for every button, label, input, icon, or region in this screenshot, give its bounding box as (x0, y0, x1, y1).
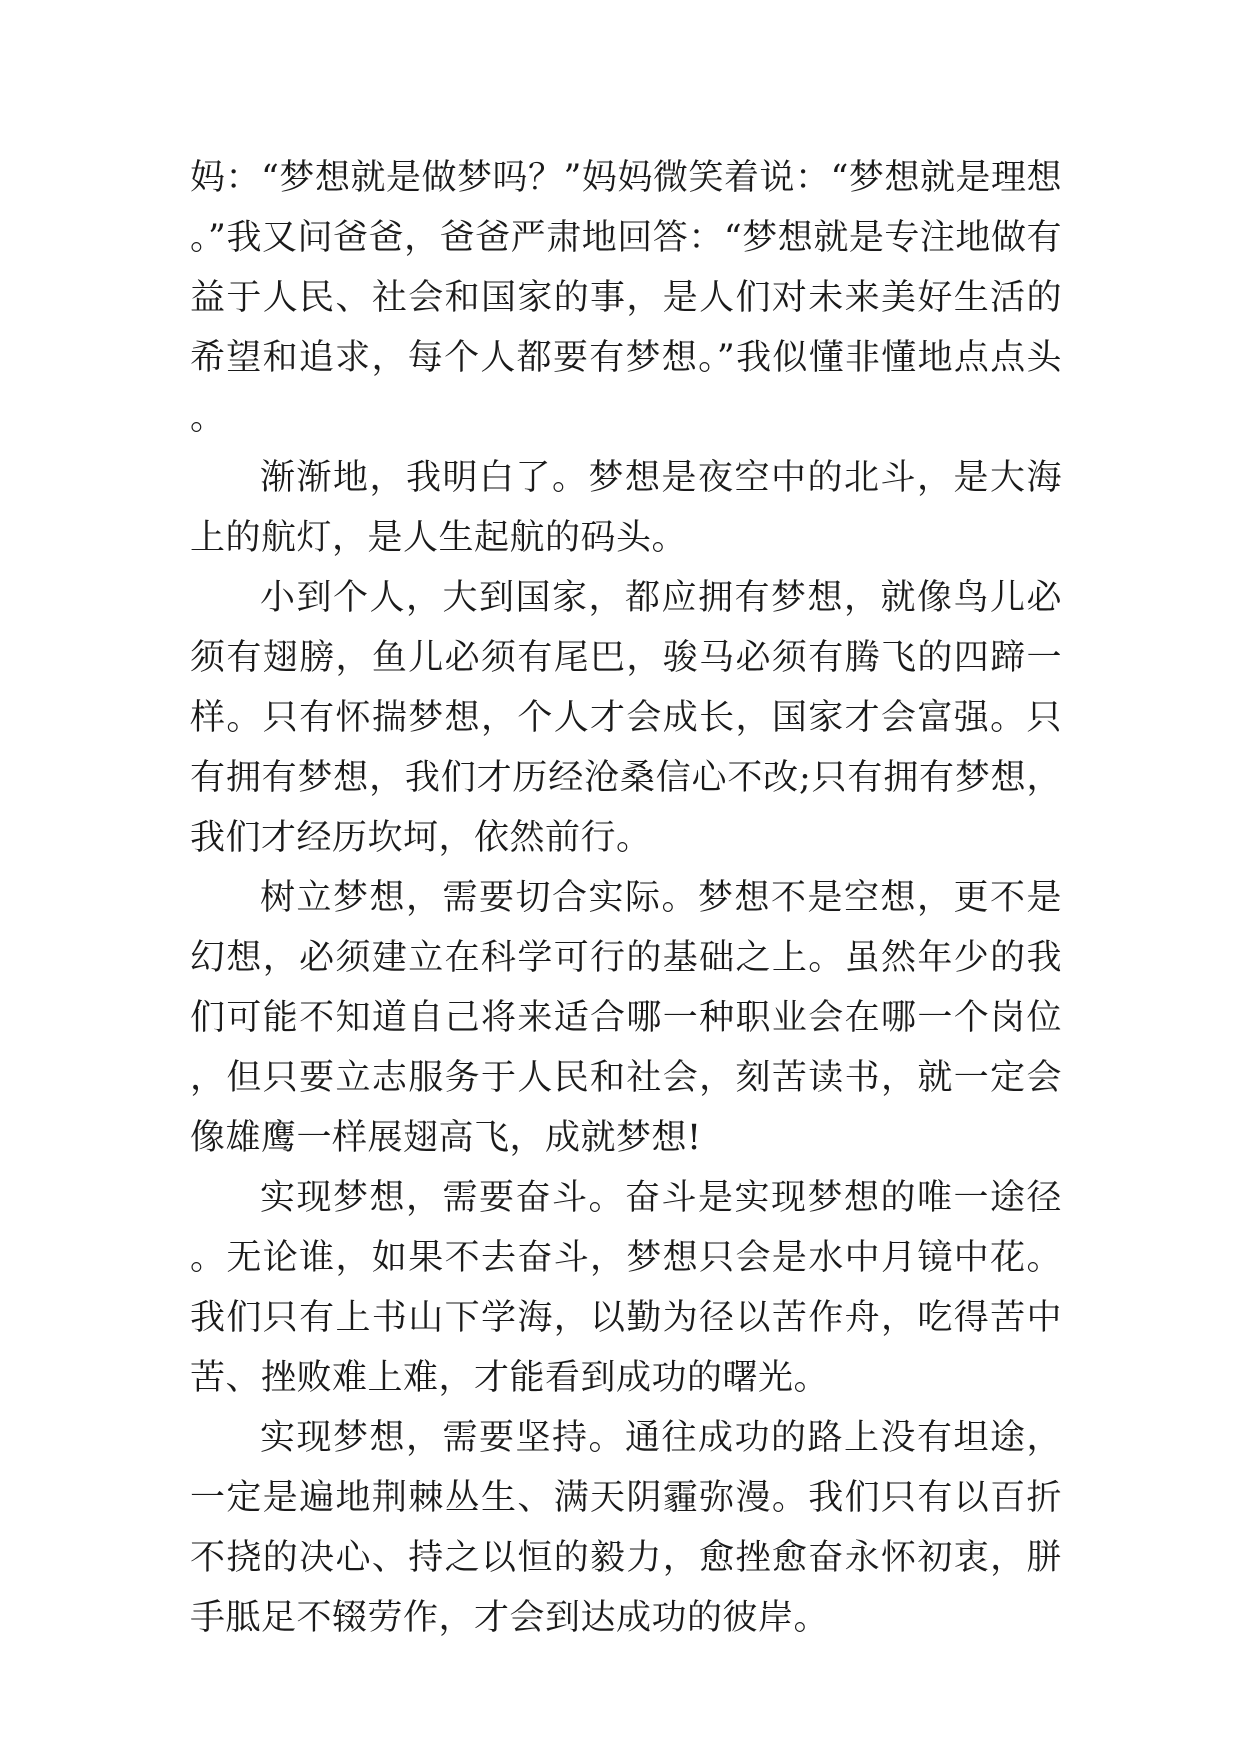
paragraph-1: 妈：“梦想就是做梦吗？”妈妈微笑着说：“梦想就是理想。”我又问爸爸，爸爸严肃地回答：“梦想就是专注地做有益于人民、社会和国家的事，是人们对未来美好生活的希望和追求，每个人都要有梦想。”我似懂非懂地点点头。 (190, 158, 1062, 438)
document-body (190, 148, 1062, 1648)
paragraph-4: 树立梦想，需要切合实际。梦想不是空想，更不是幻想，必须建立在科学可行的基础之上。虽然年少的我们可能不知道自己将来适合哪一种职业会在哪一个岗位，但只要立志服务于人民和社会，刻苦读书，就一定会像雄鹰一样展翅高飞，成就梦想! (190, 878, 1062, 1158)
paragraph-5: 实现梦想，需要奋斗。奋斗是实现梦想的唯一途径。无论谁，如果不去奋斗，梦想只会是水中月镜中花。我们只有上书山下学海，以勤为径以苦作舟，吃得苦中苦、挫败难上难，才能看到成功的曙光。 (190, 1178, 1062, 1398)
paragraph-6: 实现梦想，需要坚持。通往成功的路上没有坦途，一定是遍地荆棘丛生、满天阴霾弥漫。我们只有以百折不挠的决心、持之以恒的毅力，愈挫愈奋永怀初衷，胼手胝足不辍劳作，才会到达成功的彼岸。 (190, 1418, 1062, 1638)
paragraph-3: 小到个人，大到国家，都应拥有梦想，就像鸟儿必须有翅膀，鱼儿必须有尾巴，骏马必须有腾飞的四蹄一样。只有怀揣梦想，个人才会成长，国家才会富强。只有拥有梦想，我们才历经沧桑信心不改;只有拥有梦想，我们才经历坎坷，依然前行。 (190, 578, 1062, 858)
paragraph-2: 渐渐地，我明白了。梦想是夜空中的北斗，是大海上的航灯，是人生起航的码头。 (190, 458, 1062, 558)
